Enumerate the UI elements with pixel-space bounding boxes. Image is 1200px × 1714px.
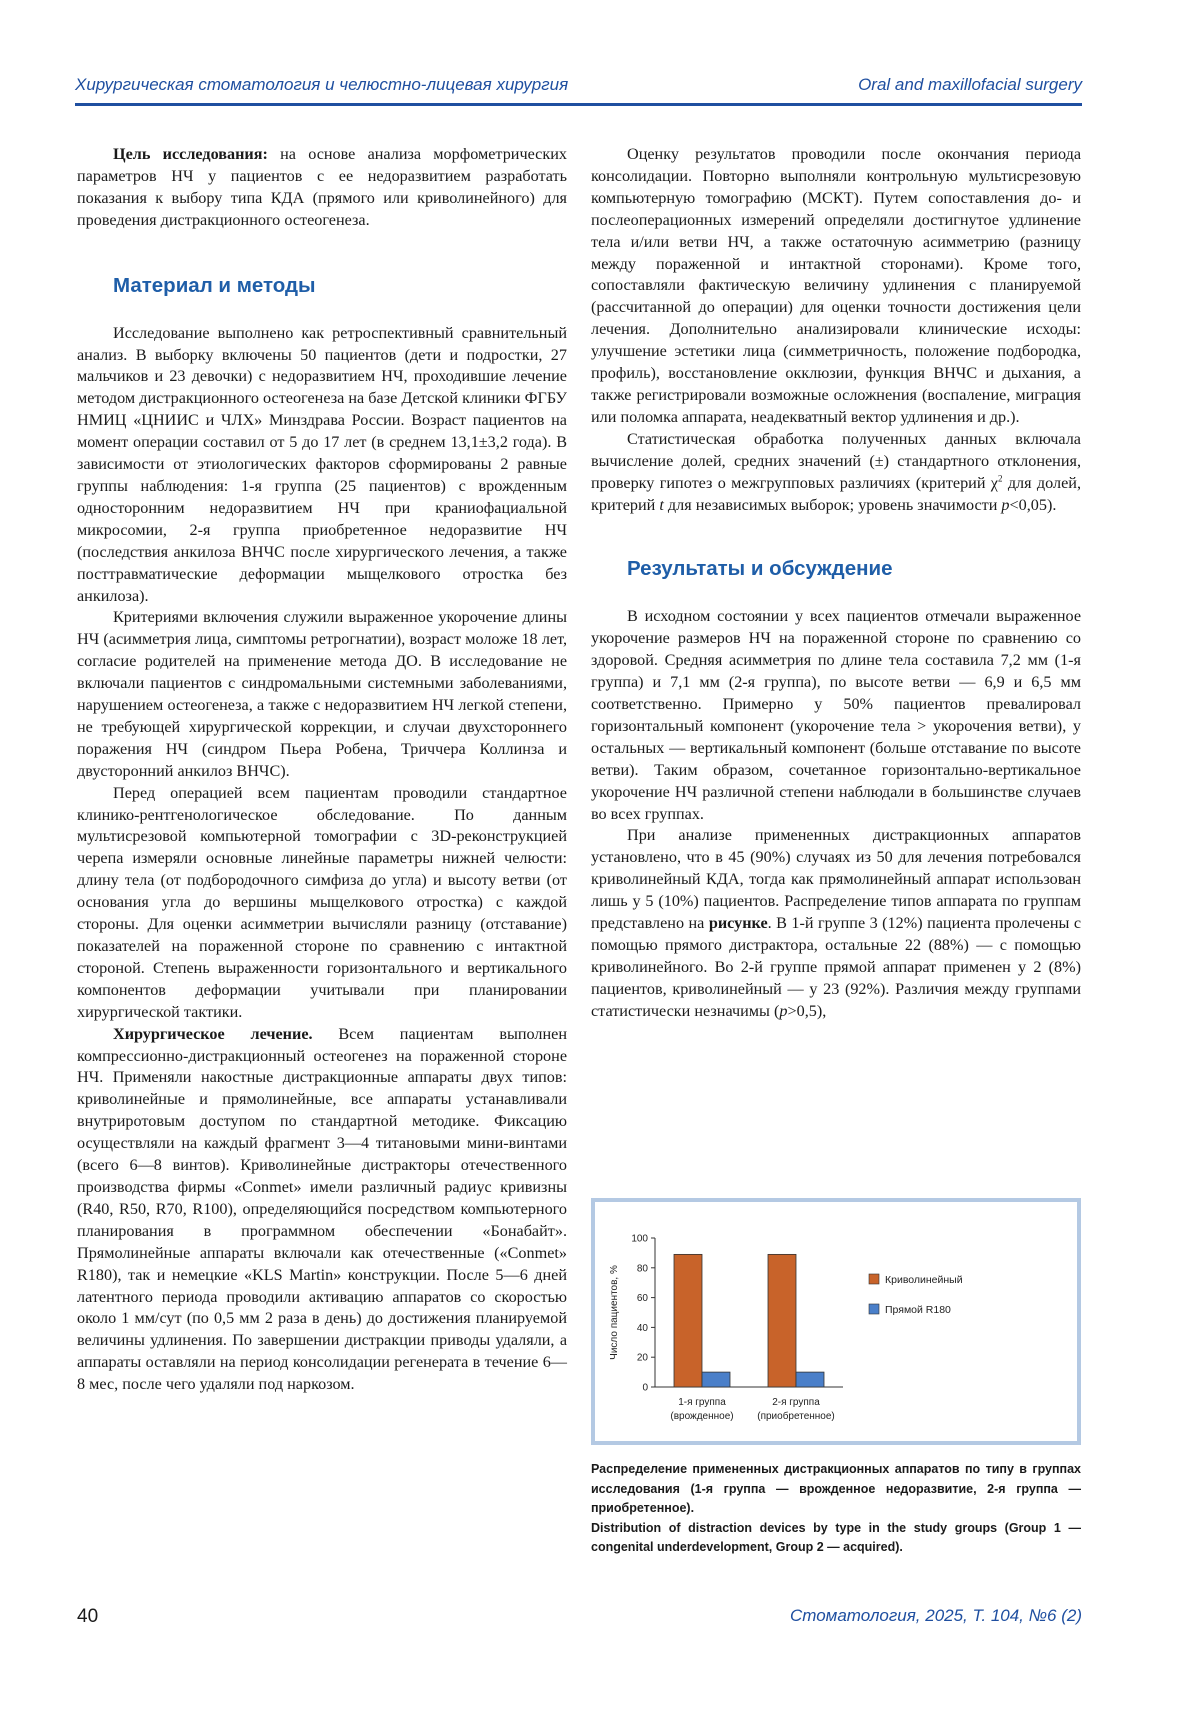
header-journal-section-en: Oral and maxillofacial surgery [858, 75, 1082, 94]
chi-square-superscript: 2 [998, 473, 1003, 484]
surgery-paragraph [77, 1024, 567, 1396]
aim-paragraph [77, 144, 567, 232]
y-tick-label: 80 [636, 1263, 648, 1275]
results-text-a: При анализе примененных дистракционных аппаратов установлено, что в 45 (90%) случаях из 50 для лечения потребовался криволинейный КДА, тогда как прямолинейный аппарат использован лишь у 5 (10%) пациентов. Распределение типов аппарата по группам представлено на [591, 826, 1081, 933]
bar-curved-group-2 [768, 1254, 796, 1387]
methods-paragraph-1: Исследование выполнено как ретроспективный сравнительный анализ. В выборку включены 50 пациентов (дети и подростки, 27 мальчиков и 23 девочки) с недоразвитием НЧ, проходившие лечение методом дистракционного остеогенеза на базе Детской клиники ФГБУ НМИЦ «ЦНИИС и ЧЛХ» Минздрава России. Возраст пациентов на момент операции составил от 5 до 17 лет (в среднем 13,1±3,2 года). В зависимости от этиологических факторов сформированы 2 равные группы наблюдения: 1-я группа (25 пациентов) с врожденным односторонним недоразвитием НЧ при краниофациальной микросомии, 2-я группа приобретенное недоразвитие НЧ (последствия анкилоза ВНЧС после хирургического лечения, а также посттравматические деформации мыщелкового отростка без анкилоза). [77, 323, 567, 605]
bar-curved-group-1 [674, 1254, 702, 1387]
aim-label: Цель исследования: [113, 145, 268, 163]
figure-caption [591, 1460, 1081, 1558]
results-paragraph-1: В исходном состоянии у всех пациентов отмечали выраженное укорочение размеров НЧ на пораженной стороне по сравнению со здоровой. Средняя асимметрия по длине тела составила 7,2 мм (1-я группа) и 7,1 мм (2-я группа), по высоте ветви — 6,9 и 6,5 мм соответственно. Примерно у 50% пациентов превалировал горизонтальный компонент (укорочение тела > укорочения ветви), у остальных — вертикальный компонент (больше отставание по высоте ветви). Таким образом, сочетанное горизонтально-вертикальное укорочение НЧ различной степени наблюдали в большинстве случаев во всех группах. [591, 607, 1081, 823]
legend-swatch [869, 1274, 879, 1284]
header-journal-section-ru: Хирургическая стоматология и челюстно-лицевая хирургия [75, 75, 569, 94]
statistics-text-a: Статистическая обработка полученных данных включала вычисление долей, средних значений (±) стандартного отклонения, проверку гипотез о межгрупповых различиях (критерий χ [591, 429, 1081, 492]
aim-text: на основе анализа морфометрических параметров НЧ у пациентов с ее недоразвитием разработать показания к выбору типа КДА (прямого или криволинейного) для проведения дистракционного остеогенеза. [77, 145, 567, 229]
y-tick-label: 100 [631, 1233, 648, 1245]
y-tick-label: 40 [636, 1322, 648, 1334]
legend-label: Прямой R180 [885, 1304, 951, 1316]
bar-straight-group-2 [796, 1372, 824, 1387]
caption-en: Distribution of distraction devices by type in the study groups (Group 1 — congenital underdevelopment, Group 2 — acquired). [591, 1520, 1081, 1554]
results-heading: Результаты и обсуждение [627, 557, 893, 581]
bar-chart [595, 1202, 1077, 1441]
statistics-text-d: <0,05). [1009, 495, 1057, 514]
figure-reference: рисунке [708, 914, 768, 933]
y-axis-label: Число пациентов, % [609, 1265, 620, 1360]
x-tick-label: (врожденное) [670, 1411, 734, 1422]
surgery-text: Всем пациентам выполнен компрессионно-дистракционный остеогенез на пораженной стороне НЧ. Применяли накостные дистракционные аппараты двух типов: криволинейные и прямолинейные, все аппараты устанавливали внутриротовым доступом по стандартной методике. Фиксацию осуществляли на каждый фрагмент 3—4 титановыми мини-винтами (всего 6—8 винтов). Криволинейные дистракторы отечественного производства фирмы «Conmet» имели различный радиус кривизны (R40, R50, R70, R100), определяющийся посредством компьютерного планирования в программном обеспечении «Бонабайт». Прямолинейные аппараты включали как отечественные («Conmet» R180), так и немецкие «KLS Martin» конструкции. После 5—6 дней латентного периода проводили активацию аппаратов со скоростью около 1 мм/сут (по 0,5 мм 2 раза в день) до достижения планируемой величины удлинения. По завершении дистракции приводы удаляли, а аппараты оставляли на период консолидации регенерата в течение 6—8 мес, после чего удаляли под наркозом. [77, 1024, 568, 1394]
x-tick-label: 2-я группа [772, 1397, 820, 1408]
legend-swatch [869, 1304, 879, 1314]
methods-heading: Материал и методы [113, 273, 316, 297]
legend-label: Криволинейный [885, 1274, 963, 1286]
results-text-c: >0,5), [787, 1001, 827, 1020]
statistics-paragraph [591, 429, 1081, 517]
results-evaluation-paragraph: Оценку результатов проводили после окончания периода консолидации. Повторно выполняли контрольную мультисрезовую компьютерную томографию (МСКТ). Путем сопоставления до- и послеоперационных измерений определяли достигнутое удлинение тела и/или ветви НЧ, а также остаточную асимметрию (разницу между пораженной и интактной сторонами). Кроме того, сопоставляли фактическую величину удлинения с планируемой (рассчитанной до операции) для оценки точности достижения цели лечения. Дополнительно анализировали клинические исходы: улучшение эстетики лица (симметричность, положение подбородка, профиль), восстановление окклюзии, функция ВНЧС и дыхания, а также регистрировали возможные осложнения (воспаление, миграция или поломка аппарата, неадекватный вектор удлинения и др.). [591, 145, 1081, 426]
methods-paragraph-3: Перед операцией всем пациентам проводили стандартное клинико-рентгенологическое обследование. По данным мультисрезовой компьютерной томографии с 3D-реконструкцией черепа измеряли основные линейные параметры нижней челюсти: длину тела (от подбородочного симфиза до угла) и высоту ветви (от основания угла до вершины мыщелкового отростка) с каждой стороны. Для оценки асимметрии вычисляли разницу (отставание) показателей на пораженной стороне по сравнению с интактной стороной. Степень выраженности горизонтального и вертикального компонентов деформации учитывали при планировании хирургической тактики. [77, 783, 567, 1021]
page-number: 40 [77, 1606, 99, 1627]
bar-straight-group-1 [702, 1372, 730, 1387]
methods-paragraph-2: Критериями включения служили выраженное укорочение длины НЧ (асимметрия лица, симптомы ретрогнатии), возраст моложе 18 лет, согласие родителей на применение метода ДО. В исследование не включали пациентов с синдромальными системными заболеваниями, нарушением остеогенеза, а также с недоразвитием НЧ легкой степени, не требующей хирургической коррекции, и случаи двухстороннего поражения НЧ (синдром Пьера Робена, Триччера Коллинза и двусторонний анкилоз ВНЧС). [77, 608, 567, 780]
p-symbol-results: p [779, 1001, 788, 1020]
results-paragraph-2 [591, 825, 1081, 1022]
y-tick-label: 0 [642, 1382, 648, 1394]
t-symbol: t [659, 495, 664, 514]
figure-frame [591, 1198, 1081, 1445]
journal-citation: Стоматология, 2025, Т. 104, №6 (2) [789, 1606, 1082, 1625]
left-column [77, 144, 567, 1396]
running-header [75, 72, 1082, 106]
right-column [591, 144, 1081, 1023]
y-tick-label: 20 [636, 1352, 648, 1364]
y-tick-label: 60 [636, 1293, 648, 1305]
statistics-text-b: для долей, критерий [591, 473, 1081, 514]
x-tick-label: (приобретенное) [757, 1411, 835, 1422]
results-text-b: . В 1-й группе 3 (12%) пациента пролечены с помощью прямого дистрактора, остальные 22 (88%) — с помощью криволинейного. Во 2-й группе прямой аппарат применен у 2 (8%) пациентов, криволинейный — у 23 (92%). Различия между группами статистически незначимы ( [591, 914, 1082, 1020]
caption-ru: Распределение примененных дистракционных аппаратов по типу в группах исследования (1-я группа — врожденное недоразвитие, 2-я группа — приобретенное). [591, 1462, 1081, 1515]
x-tick-label: 1-я группа [678, 1397, 726, 1408]
p-symbol: p [1001, 495, 1010, 514]
statistics-text-c: для независимых выборок; уровень значимости [663, 495, 1002, 514]
surgery-label: Хирургическое лечение. [113, 1024, 313, 1043]
